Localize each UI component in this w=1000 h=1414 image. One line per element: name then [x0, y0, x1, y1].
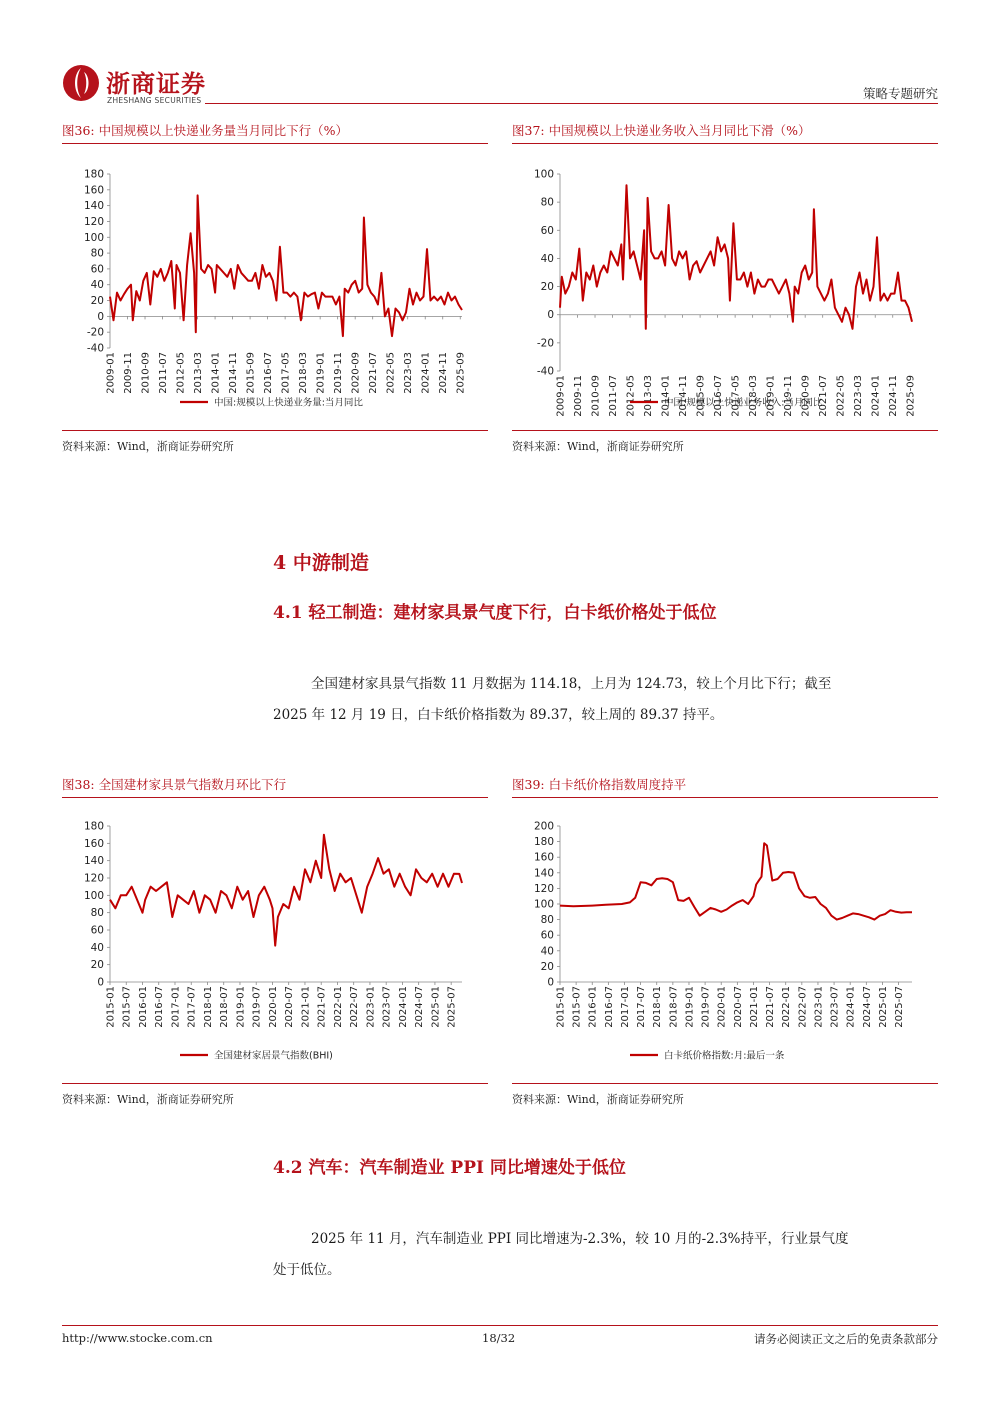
x-tick-label: 2015-09 — [695, 375, 707, 417]
x-tick-label: 2020-07 — [284, 986, 296, 1028]
x-tick-label: 2020-01 — [267, 986, 279, 1028]
legend-label: 全国建材家居景气指数(BHI) — [214, 1050, 333, 1062]
x-tick-label: 2016-07 — [603, 986, 615, 1028]
y-tick-label: 140 — [83, 200, 104, 213]
figure-38-title: 图38: 全国建材家具景气指数月环比下行 — [62, 777, 287, 792]
x-tick-label: 2020-09 — [800, 375, 812, 417]
y-tick-label: 40 — [540, 252, 554, 265]
logo-icon — [62, 64, 100, 102]
figure-39-source: 资料来源：Wind，浙商证券研究所 — [512, 1093, 684, 1106]
y-tick-label: 0 — [97, 976, 104, 989]
x-tick-label: 2025-09 — [905, 375, 917, 417]
series-line — [110, 195, 462, 336]
y-tick-label: 80 — [540, 914, 554, 927]
y-tick-label: 40 — [90, 941, 104, 954]
x-tick-label: 2017-05 — [730, 375, 742, 417]
x-tick-label: 2017-01 — [619, 986, 631, 1028]
x-tick-label: 2022-01 — [332, 986, 344, 1028]
x-tick-label: 2015-01 — [105, 986, 117, 1028]
section-4-2-line-2: 处于低位。 — [273, 1262, 341, 1278]
y-tick-label: 140 — [533, 867, 554, 880]
x-tick-label: 2009-11 — [573, 375, 585, 417]
figure-37-source: 资料来源：Wind，浙商证券研究所 — [512, 440, 684, 453]
x-tick-label: 2016-01 — [587, 986, 599, 1028]
logo-text: 浙商证券 — [106, 70, 206, 98]
x-tick-label: 2024-01 — [845, 986, 857, 1028]
figure-39-source-rule — [512, 1083, 938, 1084]
y-tick-label: 60 — [540, 224, 554, 237]
x-tick-label: 2012-05 — [625, 375, 637, 417]
x-tick-label: 2017-05 — [280, 352, 292, 394]
footer-divider — [62, 1325, 938, 1326]
x-tick-label: 2025-01 — [877, 986, 889, 1028]
figure-39-title-rule — [512, 797, 938, 798]
x-tick-label: 2019-07 — [251, 986, 263, 1028]
x-tick-label: 2015-09 — [245, 352, 257, 394]
y-tick-label: -20 — [536, 337, 554, 350]
section-4-1-paragraph — [273, 669, 938, 731]
y-tick-label: 100 — [83, 889, 104, 902]
x-tick-label: 2025-07 — [894, 986, 906, 1028]
figure-36-title: 图36: 中国规模以上快递业务量当月同比下行（%） — [62, 123, 348, 138]
x-tick-label: 2019-11 — [333, 352, 345, 394]
x-tick-label: 2021-07 — [368, 352, 380, 394]
section-4-heading: 4 中游制造 — [273, 552, 369, 574]
y-tick-label: 180 — [83, 168, 104, 181]
x-tick-label: 2015-01 — [555, 986, 567, 1028]
x-tick-label: 2019-01 — [684, 986, 696, 1028]
figure-37-source-rule — [512, 430, 938, 431]
y-tick-label: 20 — [90, 959, 104, 972]
x-tick-label: 2014-11 — [678, 375, 690, 417]
x-tick-label: 2017-07 — [636, 986, 648, 1028]
y-tick-label: 140 — [83, 855, 104, 868]
y-tick-label: 160 — [83, 837, 104, 850]
y-tick-label: 180 — [83, 820, 104, 833]
x-tick-label: 2018-01 — [652, 986, 664, 1028]
figure-38-source: 资料来源：Wind，浙商证券研究所 — [62, 1093, 234, 1106]
footer-url[interactable]: http://www.stocke.com.cn — [62, 1331, 213, 1345]
x-tick-label: 2024-01 — [397, 986, 409, 1028]
y-tick-label: -40 — [536, 365, 554, 378]
y-tick-label: 160 — [533, 851, 554, 864]
x-tick-label: 2023-03 — [853, 375, 865, 417]
x-tick-label: 2023-01 — [365, 986, 377, 1028]
x-tick-label: 2023-03 — [403, 352, 415, 394]
y-tick-label: 20 — [540, 281, 554, 294]
x-tick-label: 2018-03 — [298, 352, 310, 394]
x-tick-label: 2022-05 — [835, 375, 847, 417]
x-tick-label: 2013-03 — [643, 375, 655, 417]
y-tick-label: -40 — [86, 342, 104, 355]
figure-36-title-rule — [62, 143, 488, 144]
x-tick-label: 2023-01 — [813, 986, 825, 1028]
x-tick-label: 2021-07 — [316, 986, 328, 1028]
series-line — [560, 843, 912, 919]
x-tick-label: 2011-07 — [158, 352, 170, 394]
x-tick-label: 2013-03 — [193, 352, 205, 394]
x-tick-label: 2009-01 — [555, 375, 567, 417]
legend-label: 中国:规模以上快递业务量:当月同比 — [214, 397, 363, 409]
x-tick-label: 2014-11 — [228, 352, 240, 394]
x-tick-label: 2024-11 — [888, 375, 900, 417]
section-4-2-heading: 4.2 汽车：汽车制造业 PPI 同比增速处于低位 — [273, 1158, 626, 1178]
logo-subtext: ZHESHANG SECURITIES — [107, 96, 202, 105]
document-type: 策略专题研究 — [862, 86, 938, 101]
x-tick-label: 2017-07 — [186, 986, 198, 1028]
figure-38-title-rule — [62, 797, 488, 798]
x-tick-label: 2021-07 — [765, 986, 777, 1028]
x-tick-label: 2010-09 — [590, 375, 602, 417]
x-tick-label: 2016-07 — [154, 986, 166, 1028]
x-tick-label: 2024-07 — [414, 986, 426, 1028]
x-tick-label: 2017-01 — [170, 986, 182, 1028]
figure-38-chart — [62, 812, 488, 1074]
y-tick-label: 0 — [547, 309, 554, 322]
x-tick-label: 2012-05 — [175, 352, 187, 394]
x-tick-label: 2015-07 — [121, 986, 133, 1028]
y-tick-label: 40 — [540, 945, 554, 958]
figure-39-title: 图39: 白卡纸价格指数周度持平 — [512, 777, 687, 792]
figure-36-source-rule — [62, 430, 488, 431]
x-tick-label: 2021-01 — [300, 986, 312, 1028]
y-tick-label: 160 — [83, 184, 104, 197]
y-tick-label: 80 — [90, 907, 104, 920]
y-tick-label: 100 — [533, 898, 554, 911]
x-tick-label: 2018-07 — [668, 986, 680, 1028]
y-tick-label: 80 — [90, 247, 104, 260]
y-tick-label: 180 — [533, 836, 554, 849]
x-tick-label: 2022-07 — [349, 986, 361, 1028]
x-tick-label: 2022-07 — [797, 986, 809, 1028]
x-tick-label: 2019-01 — [765, 375, 777, 417]
x-tick-label: 2018-03 — [748, 375, 760, 417]
x-tick-label: 2014-01 — [210, 352, 222, 394]
y-tick-label: 0 — [97, 310, 104, 323]
x-tick-label: 2020-09 — [350, 352, 362, 394]
x-tick-label: 2020-07 — [732, 986, 744, 1028]
y-tick-label: 60 — [540, 929, 554, 942]
y-tick-label: 80 — [540, 196, 554, 209]
x-tick-label: 2019-11 — [783, 375, 795, 417]
x-tick-label: 2016-07 — [263, 352, 275, 394]
x-tick-label: 2018-07 — [219, 986, 231, 1028]
y-tick-label: 20 — [540, 960, 554, 973]
y-tick-label: 200 — [533, 820, 554, 833]
section-4-1-line-1: 全国建材家具景气指数 11 月数据为 114.18，上月为 124.73，较上个月比下行；截至 — [311, 676, 832, 692]
y-tick-label: 120 — [533, 882, 554, 895]
figure-37-chart — [512, 160, 938, 420]
x-tick-label: 2025-07 — [446, 986, 458, 1028]
x-tick-label: 2022-01 — [781, 986, 793, 1028]
page-number: 18/32 — [482, 1331, 516, 1345]
x-tick-label: 2015-07 — [571, 986, 583, 1028]
x-tick-label: 2009-01 — [105, 352, 117, 394]
y-tick-label: 40 — [90, 279, 104, 292]
y-tick-label: 120 — [83, 872, 104, 885]
x-tick-label: 2019-01 — [235, 986, 247, 1028]
section-4-1-line-2: 2025 年 12 月 19 日，白卡纸价格指数为 89.37，较上周的 89.37 持平。 — [273, 707, 724, 723]
x-tick-label: 2025-01 — [430, 986, 442, 1028]
x-tick-label: 2021-01 — [748, 986, 760, 1028]
section-4-2-line-1: 2025 年 11 月，汽车制造业 PPI 同比增速为-2.3%，较 10 月的-2.3%持平，行业景气度 — [311, 1231, 849, 1247]
footer-disclaimer: 请务必阅读正文之后的免责条款部分 — [754, 1332, 938, 1346]
x-tick-label: 2010-09 — [140, 352, 152, 394]
x-tick-label: 2024-11 — [438, 352, 450, 394]
header-divider — [205, 103, 938, 104]
y-tick-label: 60 — [90, 924, 104, 937]
y-tick-label: 100 — [83, 231, 104, 244]
x-tick-label: 2016-07 — [713, 375, 725, 417]
section-4-2-paragraph — [273, 1224, 938, 1286]
x-tick-label: 2025-09 — [455, 352, 467, 394]
x-tick-label: 2009-11 — [123, 352, 135, 394]
x-tick-label: 2019-01 — [315, 352, 327, 394]
x-tick-label: 2018-01 — [202, 986, 214, 1028]
series-line — [110, 835, 462, 946]
x-tick-label: 2011-07 — [608, 375, 620, 417]
x-tick-label: 2023-07 — [381, 986, 393, 1028]
x-tick-label: 2021-07 — [818, 375, 830, 417]
y-tick-label: 60 — [90, 263, 104, 276]
figure-38-source-rule — [62, 1083, 488, 1084]
x-tick-label: 2024-01 — [870, 375, 882, 417]
y-tick-label: -20 — [86, 326, 104, 339]
series-line — [560, 185, 912, 328]
figure-36-chart — [62, 160, 488, 420]
figure-37-title: 图37: 中国规模以上快递业务收入当月同比下滑（%） — [512, 123, 811, 138]
x-tick-label: 2014-01 — [660, 375, 672, 417]
y-tick-label: 120 — [83, 215, 104, 228]
x-tick-label: 2022-05 — [385, 352, 397, 394]
x-tick-label: 2016-01 — [137, 986, 149, 1028]
figure-36-source: 资料来源：Wind，浙商证券研究所 — [62, 440, 234, 453]
y-tick-label: 0 — [547, 976, 554, 989]
y-tick-label: 20 — [90, 295, 104, 308]
x-tick-label: 2024-07 — [861, 986, 873, 1028]
section-4-1-heading: 4.1 轻工制造：建材家具景气度下行，白卡纸价格处于低位 — [273, 603, 717, 623]
figure-39-chart — [512, 812, 938, 1074]
figure-37-title-rule — [512, 143, 938, 144]
x-tick-label: 2023-07 — [829, 986, 841, 1028]
legend-label: 白卡纸价格指数:月:最后一条 — [664, 1050, 785, 1062]
legend-label: 中国:规模以上快递业务收入:当月同比 — [664, 397, 823, 409]
x-tick-label: 2024-01 — [420, 352, 432, 394]
y-tick-label: 100 — [533, 168, 554, 181]
x-tick-label: 2019-07 — [700, 986, 712, 1028]
x-tick-label: 2020-01 — [716, 986, 728, 1028]
